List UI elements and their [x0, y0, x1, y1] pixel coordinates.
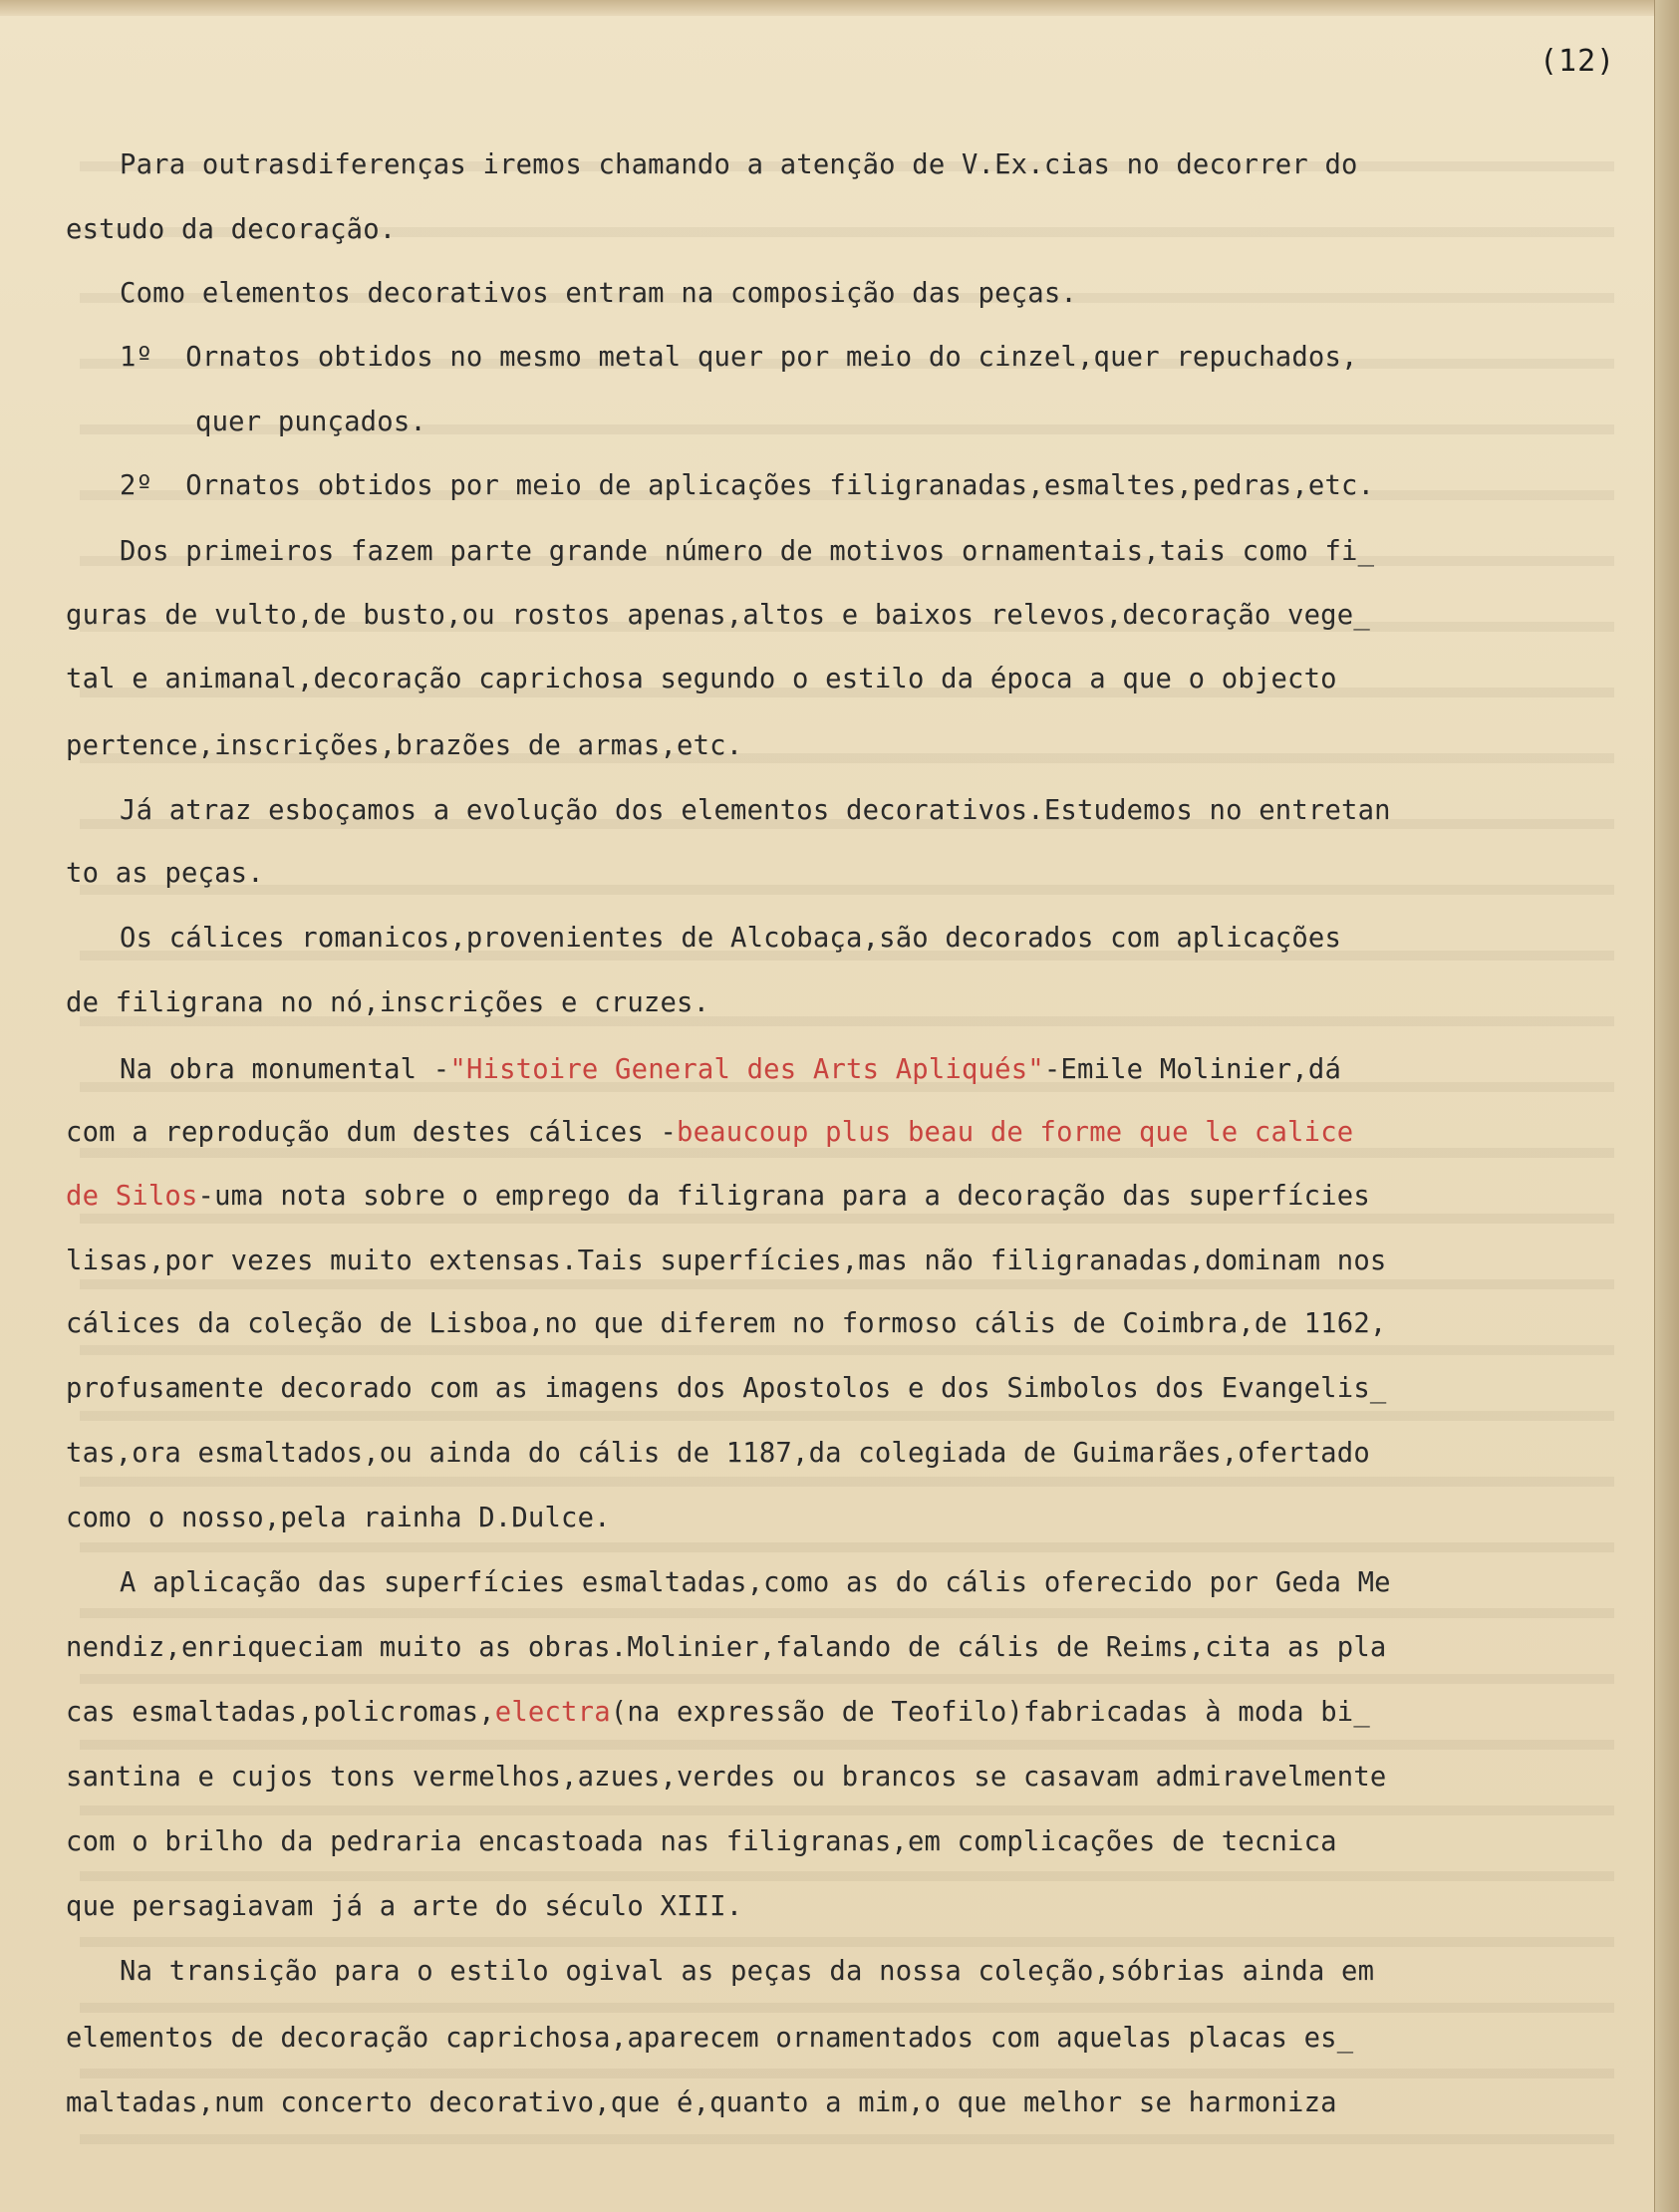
text-line [120, 472, 1374, 499]
text-segment: A aplicação das superfícies esmaltadas,como as do cális oferecido por Geda Me [120, 1567, 1391, 1598]
red-text-segment: "Histoire General des Arts Apliqués" [449, 1054, 1044, 1085]
text-segment: elementos de decoração caprichosa,aparecem ornamentados com aquelas placas es_ [66, 2023, 1354, 2054]
text-segment: Já atraz esboçamos a evolução dos elementos decorativos.Estudemos no entretan [120, 795, 1391, 826]
text-line [120, 1569, 1391, 1596]
text-line [66, 666, 1337, 692]
text-segment: -Emile Molinier,dá [1043, 1054, 1342, 1085]
text-line [66, 1699, 1370, 1726]
text-segment: Na transição para o estilo ogival as peças da nossa coleção,sóbrias ainda em [120, 1956, 1375, 1987]
text-line [66, 1828, 1337, 1855]
page-right-edge [1654, 0, 1679, 2212]
text-segment: Os cálices romanicos,provenientes de Alcobaça,são decorados com aplicações [120, 923, 1342, 954]
text-line [66, 989, 709, 1016]
text-line [66, 216, 396, 243]
text-line [120, 1958, 1374, 1985]
text-segment: Dos primeiros fazem parte grande número de motivos ornamentais,tais como fi_ [120, 536, 1375, 567]
text-line [66, 1440, 1370, 1467]
text-line [66, 602, 1370, 629]
text-segment: com a reprodução dum destes cálices - [66, 1117, 678, 1148]
text-line [120, 1056, 1341, 1083]
text-segment: guras de vulto,de busto,ou rostos apenas,altos e baixos relevos,decoração vege_ [66, 600, 1370, 631]
text-segment: com o brilho da pedraria encastoada nas filigranas,em complicações de tecnica [66, 1826, 1337, 1857]
text-segment: tas,ora esmaltados,ou ainda do cális de 1187,da colegiada de Guimarães,ofertado [66, 1438, 1370, 1469]
red-text-segment: electra [494, 1697, 611, 1728]
text-line [120, 344, 1358, 371]
text-segment: (na expressão de Teofilo)fabricadas à moda bi_ [610, 1697, 1370, 1728]
text-segment: quer punçados. [195, 407, 426, 437]
text-segment: nendiz,enriqueciam muito as obras.Molinier,falando de cális de Reims,cita as pla [66, 1632, 1387, 1663]
text-segment: que persagiavam já a arte do século XIII. [66, 1891, 743, 1922]
text-segment: estudo da decoração. [66, 214, 397, 245]
text-line [66, 2025, 1353, 2052]
text-segment: 2º Ornatos obtidos por meio de aplicações filigranadas,esmaltes,pedras,etc. [120, 470, 1375, 501]
red-text-segment: de Silos [66, 1181, 198, 1212]
text-line [66, 1505, 611, 1531]
text-segment: to as peças. [66, 858, 264, 889]
text-segment: santina e cujos tons vermelhos,azues,verdes ou brancos se casavam admiravelmente [66, 1762, 1387, 1793]
text-line [120, 538, 1374, 565]
text-line [66, 1893, 742, 1920]
text-line [66, 1247, 1386, 1274]
text-line [66, 1183, 1370, 1210]
text-line [66, 2089, 1337, 2116]
text-segment: Na obra monumental - [120, 1054, 450, 1085]
text-segment: cas esmaltadas,policromas, [66, 1697, 495, 1728]
text-segment: profusamente decorado com as imagens dos Apostolos e dos Simbolos dos Evangelis_ [66, 1373, 1387, 1404]
text-line [120, 925, 1341, 952]
text-segment: de filigrana no nó,inscrições e cruzes. [66, 987, 710, 1018]
text-segment: pertence,inscrições,brazões de armas,etc. [66, 730, 743, 761]
text-segment: tal e animanal,decoração caprichosa segundo o estilo da época a que o objecto [66, 664, 1337, 694]
text-segment: 1º Ornatos obtidos no mesmo metal quer por meio do cinzel,quer repuchados, [120, 342, 1358, 373]
text-segment: como o nosso,pela rainha D.Dulce. [66, 1503, 611, 1533]
text-segment: cálices da coleção de Lisboa,no que diferem no formoso cális de Coimbra,de 1162, [66, 1308, 1387, 1339]
text-line [120, 280, 1077, 307]
text-line [66, 1310, 1386, 1337]
text-line [120, 797, 1391, 824]
text-line [66, 1764, 1386, 1791]
text-line [120, 151, 1358, 178]
page-top-edge [0, 0, 1679, 16]
text-line [66, 1119, 1353, 1146]
text-segment: maltadas,num concerto decorativo,que é,quanto a mim,o que melhor se harmoniza [66, 2087, 1337, 2118]
red-text-segment: beaucoup plus beau de forme que le calice [677, 1117, 1354, 1148]
text-line [195, 409, 426, 435]
text-segment: lisas,por vezes muito extensas.Tais superfícies,mas não filigranadas,dominam nos [66, 1245, 1387, 1276]
text-line [66, 1634, 1386, 1661]
page-number: (12) [1539, 44, 1616, 79]
text-segment: Como elementos decorativos entram na composição das peças. [120, 278, 1077, 309]
text-line [66, 732, 742, 759]
text-line [66, 1375, 1386, 1402]
text-segment: -uma nota sobre o emprego da filigrana para a decoração das superfícies [197, 1181, 1370, 1212]
text-segment: Para outrasdiferenças iremos chamando a atenção de V.Ex.cias no decorrer do [120, 149, 1358, 180]
text-line [66, 860, 264, 887]
